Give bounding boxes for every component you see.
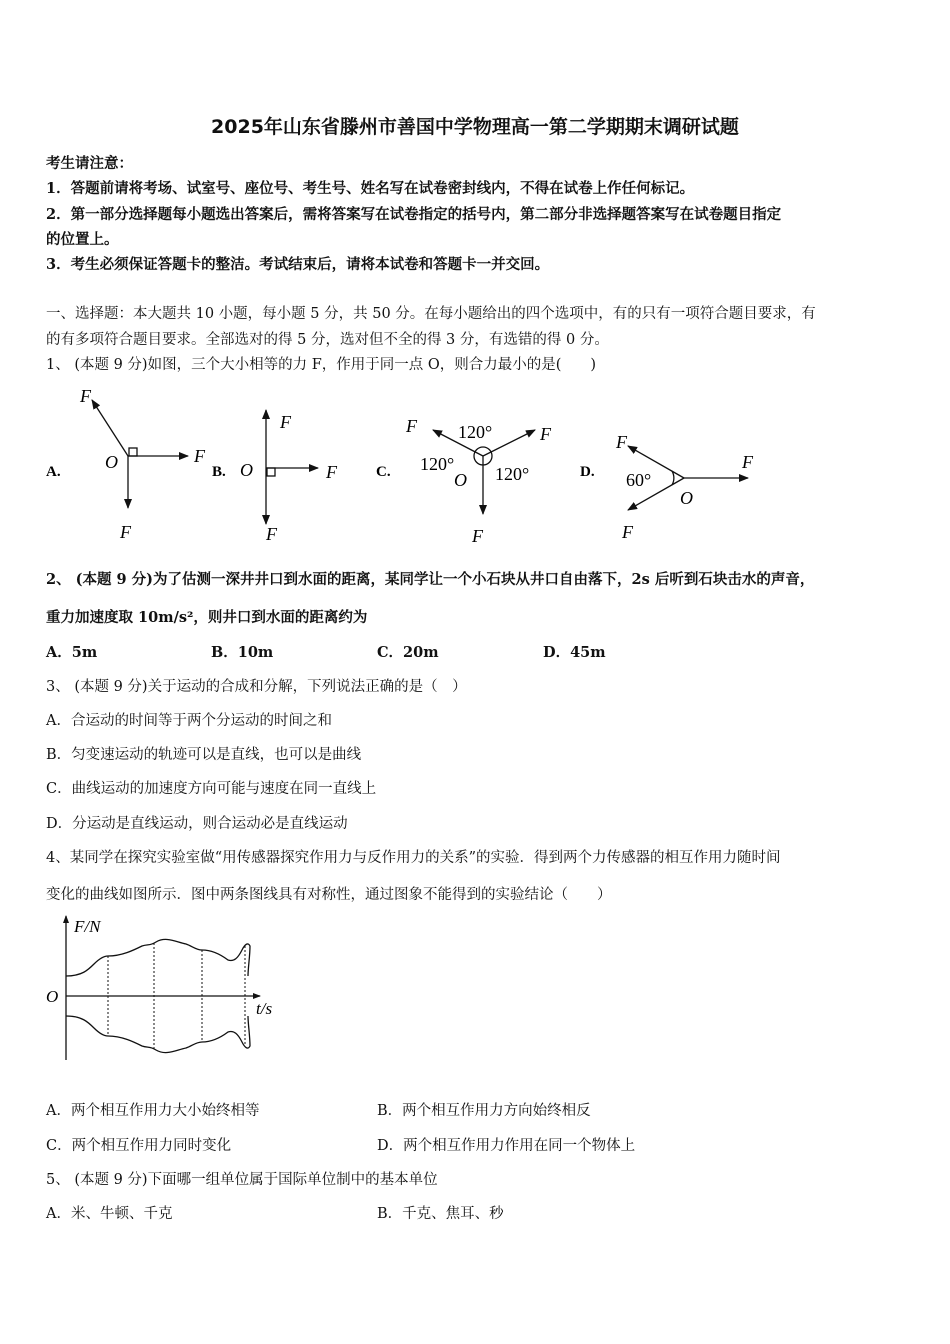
figure-c-angle-2: 120° [420,454,455,474]
figure-b-force-3: F [266,524,277,544]
figure-b-origin: O [240,460,253,480]
notice-item-1: 1．答题前请将考场、试室号、座位号、考生号、姓名写在试卷密封线内，不得在试卷上作任何标记。 [46,180,695,197]
q3-option-a: A．合运动的时间等于两个分运动的时间之和 [46,713,332,729]
q2-stem-line-2: 重力加速度取 10m/s²，则井口到水面的距离约为 [46,609,368,626]
q2-option-d: D．45m [543,644,606,661]
q3-option-d: D．分运动是直线运动，则合运动必是直线运动 [46,816,348,832]
q4-option-b: B．两个相互作用力方向始终相反 [377,1103,591,1119]
q2-option-a: A．5m [46,644,98,661]
figure-a-force-1: F [80,386,91,406]
figure-c-force-2: F [540,424,551,444]
figure-a-origin: O [105,452,118,472]
q4-stem-line-1: 4、某同学在探究实验室做“用传感器探究作用力与反作用力的关系”的实验．得到两个力传感器的相互作用力随时间 [46,850,781,866]
option-b-label: B. [212,464,226,480]
q5-option-b: B．千克、焦耳、秒 [377,1206,504,1222]
q1-stem: 1、 (本题 9 分)如图，三个大小相等的力 F，作用于同一点 O，则合力最小的是( ) [46,357,597,373]
notice-item-3: 3．考生必须保证答题卡的整洁。考试结束后，请将本试卷和答题卡一并交回。 [46,256,550,273]
figure-c-angle-3: 120° [495,464,530,484]
q1-figures [40,378,780,553]
q3-stem: 3、 (本题 9 分)关于运动的合成和分解，下列说法正确的是（ ） [46,679,467,695]
q4-option-c: C．两个相互作用力同时变化 [46,1138,232,1154]
figure-c-angle-1: 120° [458,422,493,442]
figure-b-force-1: F [280,412,291,432]
figure-d-force-3: F [622,522,633,542]
notice-item-2: 2．第一部分选择题每小题选出答案后，需将答案写在试卷指定的括号内，第二部分非选择题答案写在试卷题目指定 [46,206,782,223]
option-c-label: C. [376,464,391,480]
graph-origin: O [46,987,59,1006]
q2-option-b: B．10m [211,644,274,661]
figure-a-force-2: F [194,446,205,466]
figure-c-force-3: F [472,526,483,546]
section-intro-line-1: 一、选择题：本大题共 10 小题，每小题 5 分，共 50 分。在每小题给出的四个选项中，有的只有一项符合题目要求，有 [46,306,816,322]
q5-option-a: A．米、牛顿、千克 [46,1206,173,1222]
graph-x-label: t/s [256,999,273,1018]
option-d-label: D. [580,464,595,480]
figure-d-force-2: F [742,452,753,472]
q4-graph [42,910,292,1070]
figure-d-origin: O [680,488,693,508]
q2-option-c: C．20m [377,644,439,661]
q4-option-a: A．两个相互作用力大小始终相等 [46,1103,260,1119]
notice-item-2-cont: 的位置上。 [46,231,119,248]
figure-b [266,410,318,524]
q3-option-b: B．匀变速运动的轨迹可以是直线，也可以是曲线 [46,747,362,763]
figure-a-force-3: F [120,522,131,542]
figure-b-force-2: F [326,462,337,482]
q4-stem-line-2: 变化的曲线如图所示．图中两条图线具有对称性，通过图象不能得到的实验结论（ ） [46,887,612,903]
figure-d-angle: 60° [626,470,652,490]
q3-option-c: C．曲线运动的加速度方向可能与速度在同一直线上 [46,781,377,797]
page-title: 2025年山东省滕州市善国中学物理高一第二学期期末调研试题 [211,116,739,138]
figure-c-origin: O [454,470,467,490]
figure-c-force-1: F [406,416,417,436]
graph-y-label: F/N [74,917,101,936]
q4-option-d: D．两个相互作用力作用在同一个物体上 [377,1138,636,1154]
q2-stem-line-1: 2、 (本题 9 分)为了估测一深井井口到水面的距离，某同学让一个小石块从井口自由落下，2s 后听到石块击水的声音， [46,571,815,588]
upper-curve [66,939,250,976]
option-a-label: A. [46,464,61,480]
notice-heading: 考生请注意： [46,155,133,172]
q5-stem: 5、 (本题 9 分)下面哪一组单位属于国际单位制中的基本单位 [46,1172,438,1188]
section-intro-line-2: 的有多项符合题目要求。全部选对的得 5 分，选对但不全的得 3 分，有选错的得 0 分。 [46,332,609,348]
lower-curve [66,1016,250,1053]
figure-d-force-1: F [616,432,627,452]
